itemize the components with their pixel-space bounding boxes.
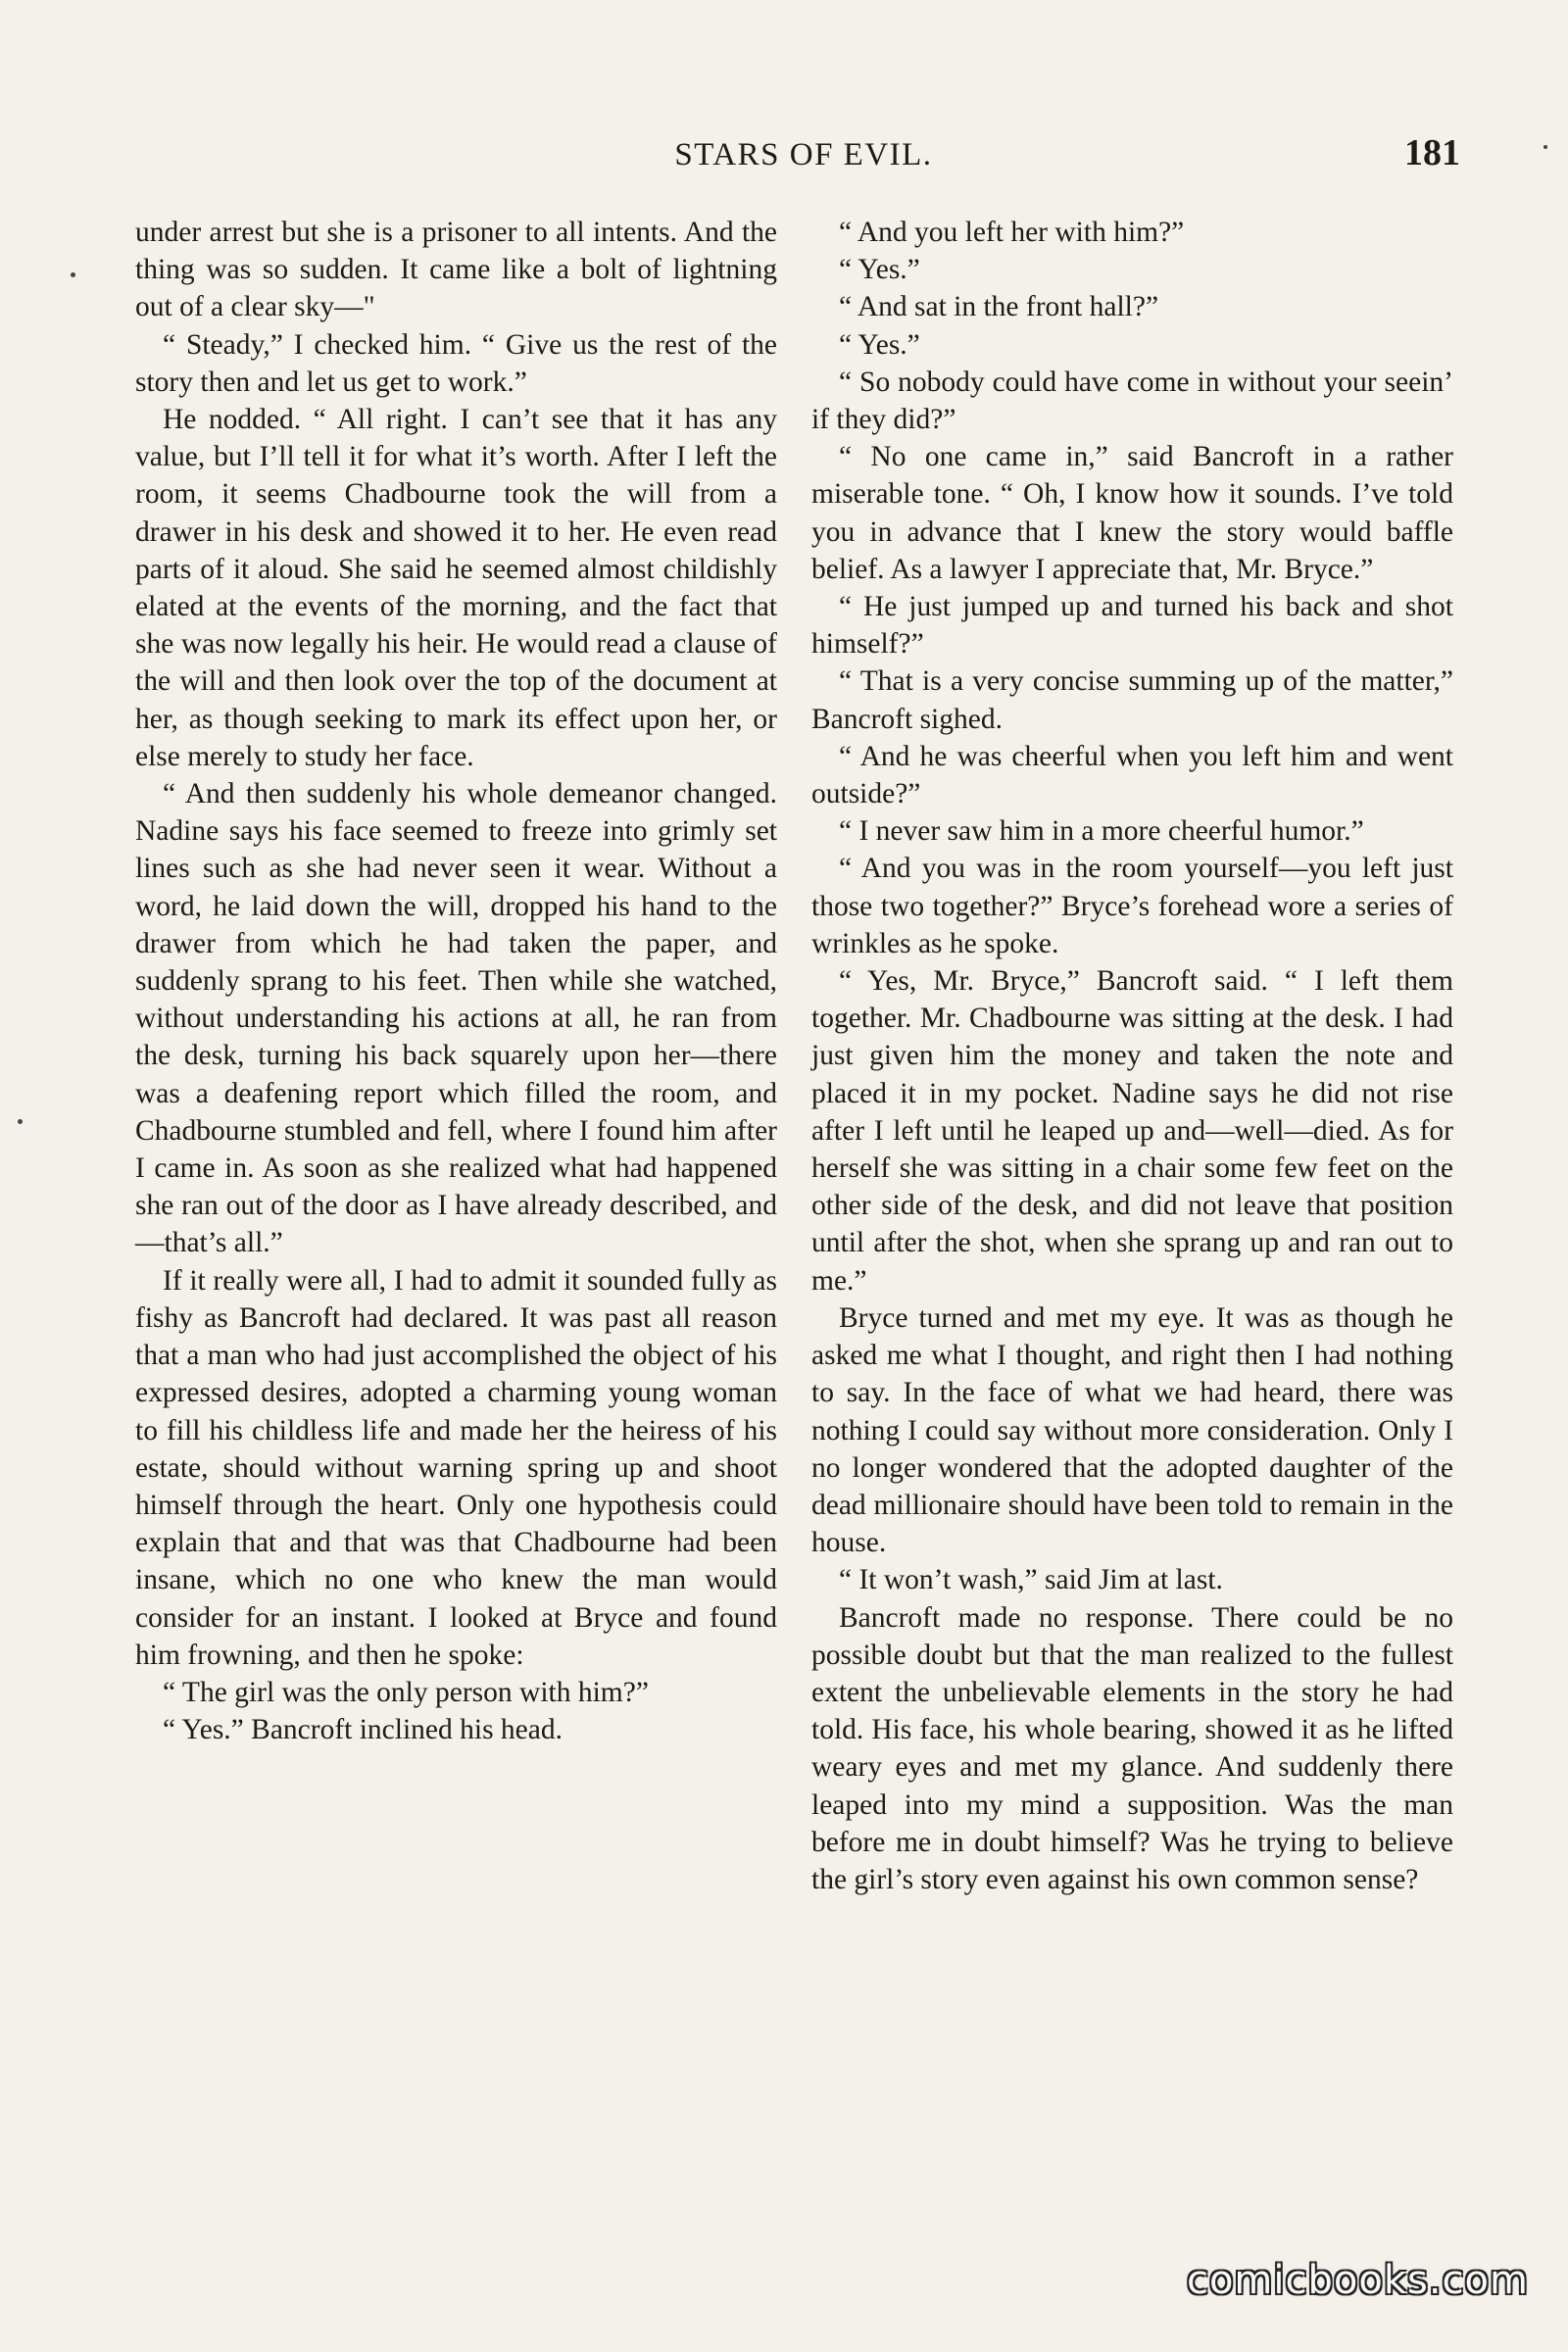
- paragraph: “ The girl was the only person with him?”: [163, 1676, 649, 1708]
- running-head: [0, 132, 1568, 186]
- page-title: STARS OF EVIL.: [674, 137, 933, 172]
- paragraph: “ And you left her with him?”: [839, 217, 1185, 248]
- paragraph: “ Steady,” I checked him. “ Give us the rest of the story then and let us get to work.”: [135, 328, 777, 398]
- paragraph: “ Yes.”: [839, 254, 920, 286]
- print-speck: [1544, 145, 1547, 149]
- paragraph: “ No one came in,” said Bancroft in a rather miserable tone. “ Oh, I know how it sounds. I’ve told you in advance that I knew the story would baffle belief. As a lawyer I appreciate that, Mr. Bryce.”: [811, 441, 1453, 585]
- page-number: 181: [1404, 132, 1460, 173]
- paragraph: “ That is a very concise summing up of the matter,” Bancroft sighed.: [811, 665, 1453, 735]
- paragraph: “ Yes.” Bancroft inclined his head.: [163, 1714, 563, 1746]
- paragraph: “ He just jumped up and turned his back and shot himself?”: [811, 591, 1453, 661]
- left-column: [135, 214, 777, 1748]
- paragraph: Bryce turned and met my eye. It was as though he asked me what I thought, and right then I had nothing to say. In the face of what we had heard, there was nothing I could say without more consideration. Only I no longer wondered that the adopted daughter of the dead millionaire should have been told to remain in the house.: [811, 1301, 1453, 1559]
- right-column: [811, 214, 1453, 1898]
- paragraph: Bancroft made no response. There could be no possible doubt but that the man realized to the fullest extent the unbelievable elements in the story he had told. His face, his whole bearing, showed it as he lifted weary eyes and met my glance. And suddenly there leaped into my mind a supposition. Was the man before me in doubt himself? Was he trying to believe the girl’s story even against his own common sense?: [811, 1601, 1453, 1895]
- watermark-logo: comicbooks.com: [1186, 2258, 1529, 2303]
- paragraph: He nodded. “ All right. I can’t see that it has any value, but I’ll tell it for what it’s worth. After I left the room, it seems Chadbourne took the will from a drawer in his desk and showed it to her. He even read parts of it aloud. She said he seemed almost childishly elated at the events of the morning, and the fact that she was now legally his heir. He would read a clause of the will and then look over the top of the document at her, as though seeking to mark its effect upon her, or else merely to study her face.: [135, 404, 777, 772]
- paragraph: “ And you was in the room yourself—you left just those two together?” Bryce’s forehead wore a series of wrinkles as he spoke.: [811, 853, 1453, 959]
- paragraph: “ And he was cheerful when you left him and went outside?”: [811, 740, 1453, 810]
- print-speck: [18, 1119, 23, 1124]
- paragraph: “ It won’t wash,” said Jim at last.: [839, 1564, 1223, 1596]
- paragraph: under arrest but she is a prisoner to all intents. And the thing was so sudden. It came like a bolt of lightning out of a clear sky—": [135, 217, 777, 323]
- paragraph: “ And sat in the front hall?”: [839, 291, 1159, 323]
- paragraph: “ Yes.”: [839, 328, 920, 361]
- paragraph: “ So nobody could have come in without your seein’ if they did?”: [811, 366, 1453, 436]
- paragraph: “ And then suddenly his whole demeanor changed. Nadine says his face seemed to freeze into grimly set lines such as she had never seen it wear. Without a word, he laid down the will, dropped his hand to the drawer from which he had taken the paper, and suddenly sprang to his feet. Then while she watched, without understanding his actions at all, he ran from the desk, turning his back squarely upon her—there was a deafening report which filled the room, and Chadbourne stumbled and fell, where I found him after I came in. As soon as she realized what had happened she ran out of the door as I have already described, and—that’s all.”: [135, 778, 777, 1259]
- paragraph: “ I never saw him in a more cheerful humor.”: [839, 815, 1364, 848]
- print-speck: [71, 272, 75, 277]
- paragraph: If it really were all, I had to admit it sounded fully as fishy as Bancroft had declared. It was past all reason that a man who had just accomplished the object of his expressed desires, adopted a charming young woman to fill his childless life and made her the heiress of his estate, should without warning spring up and shoot himself through the heart. Only one hypothesis could explain that and that was that Chadbourne had been insane, which no one who knew the man would consider for an instant. I looked at Bryce and found him frowning, and then he spoke:: [135, 1264, 777, 1671]
- paragraph: “ Yes, Mr. Bryce,” Bancroft said. “ I left them together. Mr. Chadbourne was sitting at the desk. I had just given him the money and taken the note and placed it in my pocket. Nadine says he did not rise after I left until he leaped up and—well—died. As for herself she was sitting in a chair some few feet on the other side of the desk, and did not leave that position until after the shot, when she sprang up and ran out to me.”: [811, 965, 1453, 1297]
